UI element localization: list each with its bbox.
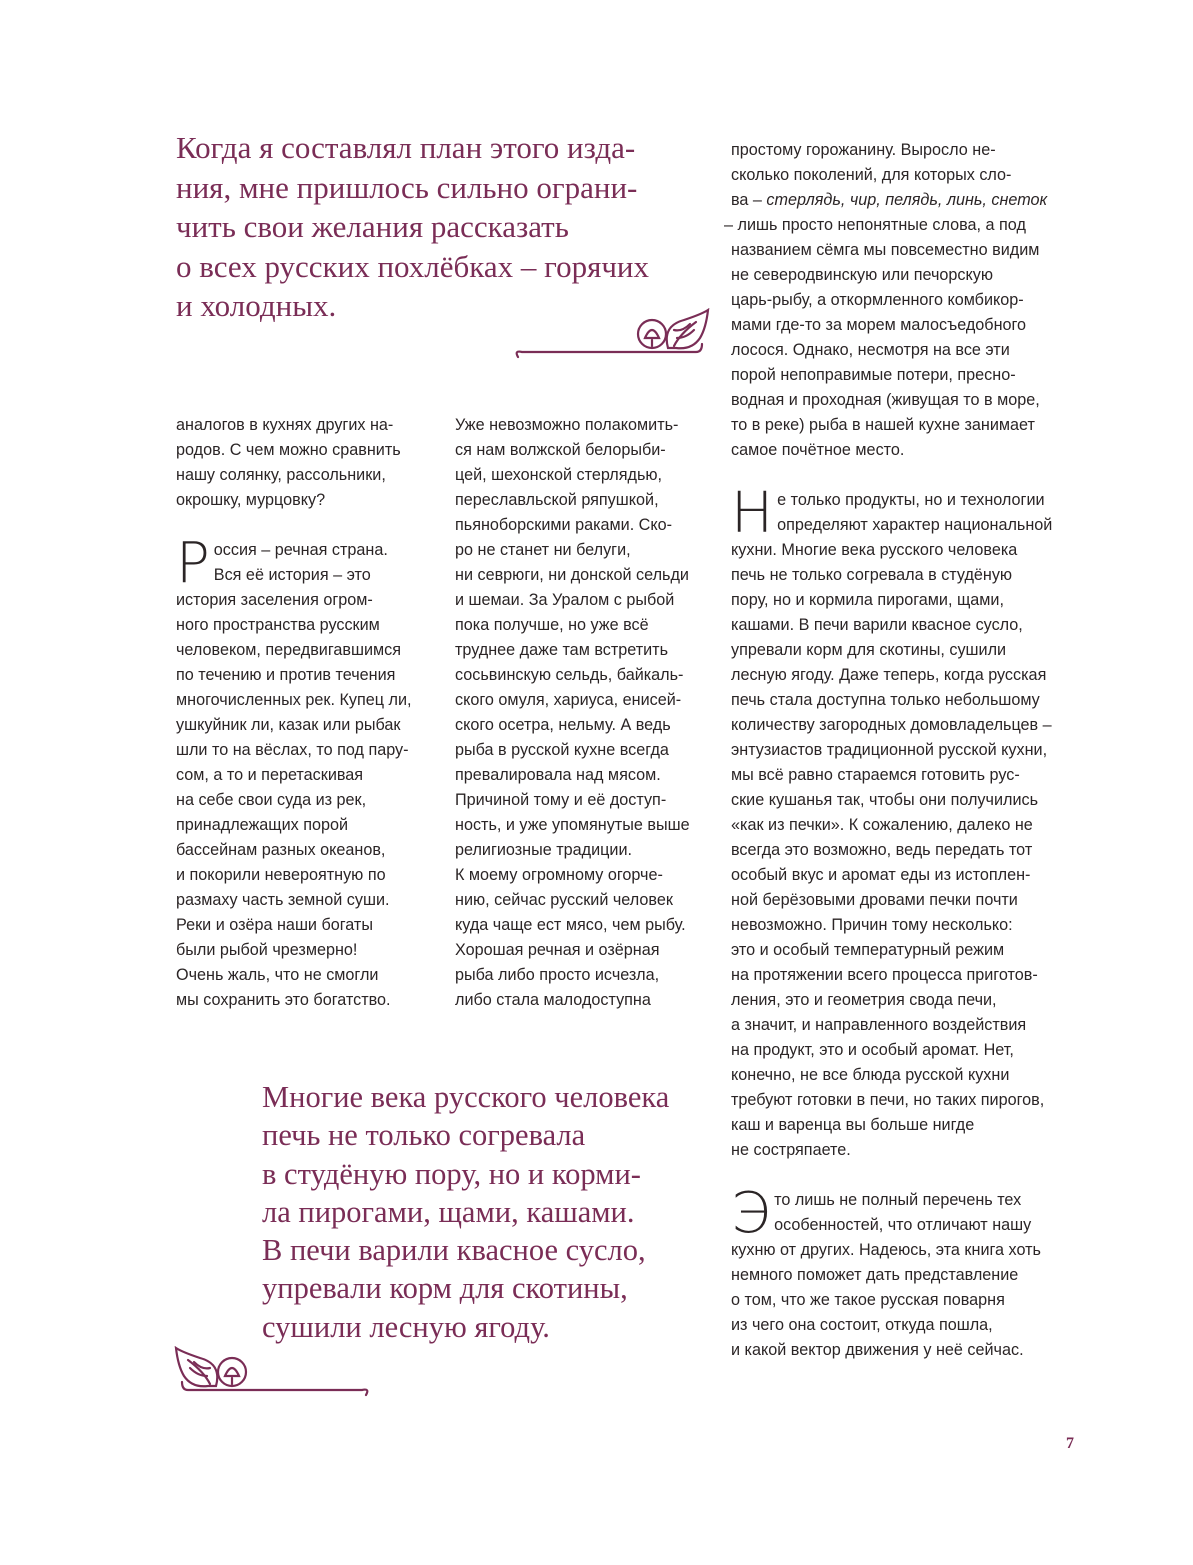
body-line: немного поможет дать представление	[731, 1266, 1019, 1284]
body-line: особенностей, что отличают нашу	[774, 1216, 1032, 1234]
body-line: шли то на вёслах, то под пару-	[176, 741, 409, 759]
body-line: упревали корм для скотины, сушили	[731, 641, 1007, 659]
body-line: Хорошая речная и озёрная	[455, 941, 660, 959]
quote-line: о всех русских похлёбках – горячих	[176, 248, 650, 284]
body-line: религиозные традиции.	[455, 841, 632, 859]
pull-quote-bottom	[262, 1078, 669, 1346]
body-line: рыба либо просто исчезла,	[455, 966, 660, 984]
body-line: мами где-то за морем малосъедобного	[731, 316, 1027, 334]
body-line: бассейнам разных океанов,	[176, 841, 386, 859]
body-line: энтузиастов традиционной русской кухни,	[731, 741, 1048, 759]
body-line: ского омуля, хариуса, енисей-	[455, 691, 682, 709]
body-line: пока получше, но уже всё	[455, 616, 649, 634]
body-line-text: ва –	[731, 191, 767, 209]
body-line: мы всё равно стараемся готовить рус-	[731, 766, 1020, 784]
body-line: пору, но и кормила пирогами, щами,	[731, 591, 1004, 609]
body-line: водная и проходная (живущая то в море,	[731, 391, 1040, 409]
quote-line: и холодных.	[176, 288, 337, 323]
body-line: на себе свои суда из рек,	[176, 791, 367, 809]
body-line: не северодвинскую или печорскую	[731, 266, 994, 284]
body-line: нашу солянку, рассольники,	[176, 466, 386, 484]
body-line: кухню от других. Надеюсь, эта книга хоть	[731, 1241, 1041, 1259]
body-line: конечно, не все блюда русской кухни	[731, 1066, 1010, 1084]
body-line: сколько поколений, для которых сло-	[731, 166, 1012, 184]
body-line: не состряпаете.	[731, 1141, 851, 1159]
body-line: порой непоправимые потери, пресно-	[731, 366, 1016, 384]
body-line: мы сохранить это богатство.	[176, 991, 391, 1009]
body-line: это и особый температурный режим	[731, 941, 1005, 959]
body-line: Вся её история – это	[213, 566, 371, 584]
body-line: е только продукты, но и технологии	[777, 491, 1045, 509]
body-line: каш и варенца вы больше нигде	[731, 1116, 975, 1134]
drop-cap: Э	[731, 1181, 771, 1246]
body-line: то лишь не полный перечень тех	[774, 1191, 1022, 1209]
body-line: из чего она состоит, откуда пошла,	[731, 1316, 993, 1334]
body-line: превалировала над мясом.	[455, 766, 661, 784]
body-line: – лишь просто непонятные слова, а под	[724, 216, 1026, 234]
body-line: К моему огромному огорче-	[455, 866, 663, 884]
body-line: кухни. Многие века русского человека	[731, 541, 1018, 559]
quote-line: чить свои желания рассказать	[176, 209, 569, 244]
body-line: пьяноборскими раками. Ско-	[455, 516, 673, 534]
body-line: ские кушанья так, чтобы они получились	[731, 791, 1039, 809]
quote-line: ния, мне пришлось сильно ограни-	[176, 169, 638, 205]
body-line: нию, сейчас русский человек	[455, 891, 673, 909]
text-column-left-russia	[176, 531, 412, 1013]
body-line: количеству загородных домовладельцев –	[731, 716, 1052, 734]
quote-line: в студёную пору, но и корми-	[262, 1156, 641, 1191]
body-line: и покорили невероятную по	[176, 866, 386, 884]
body-line: лесную ягоду. Даже теперь, когда русская	[731, 666, 1047, 684]
body-line	[731, 188, 1047, 213]
body-line: многочисленных рек. Купец ли,	[176, 691, 412, 709]
drop-cap: Р	[176, 531, 210, 596]
fish-names-italic: стерлядь, чир, пелядь, линь, снеток	[766, 191, 1048, 209]
body-line: Реки и озёра наши богаты	[176, 916, 373, 934]
body-line: печь стала доступна только небольшому	[731, 691, 1040, 709]
body-line: ни севрюги, ни донской сельди	[455, 566, 689, 584]
body-line: ро не станет ни белуги,	[455, 541, 631, 559]
body-line: ушкуйник ли, казак или рыбак	[176, 716, 401, 734]
body-line: окрошку, мурцовку?	[176, 491, 326, 509]
body-line: ления, это и геометрия свода печи,	[731, 991, 997, 1009]
floral-ornament-icon	[172, 1346, 372, 1402]
quote-line: Когда я составлял план этого изда-	[176, 130, 636, 165]
body-line: труднее даже там встретить	[455, 641, 669, 659]
body-line: история заселения огром-	[176, 591, 373, 609]
body-line: Очень жаль, что не смогли	[176, 966, 379, 984]
body-line: родов. С чем можно сравнить	[176, 441, 401, 459]
body-line: сосьвинскую сельдь, байкаль-	[455, 666, 684, 684]
body-line: ной берёзовыми дровами печки почти	[731, 891, 1018, 909]
body-line: куда чаще ест мясо, чем рыбу.	[455, 916, 686, 934]
floral-ornament-icon	[512, 308, 712, 364]
body-line: ского осетра, нельму. А ведь	[455, 716, 671, 734]
body-line: оссия – речная страна.	[213, 541, 388, 559]
text-column-right-technologies	[731, 481, 1053, 1163]
body-line: требуют готовки в печи, но таких пирогов,	[731, 1091, 1045, 1109]
body-line: Причиной тому и её доступ-	[455, 791, 667, 809]
quote-line: В печи варили квасное сусло,	[262, 1233, 646, 1268]
body-line: аналогов в кухнях других на-	[176, 416, 394, 434]
body-line: определяют характер национальной	[777, 516, 1053, 534]
body-line: рыба в русской кухне всегда	[455, 741, 669, 759]
body-line: всегда это возможно, ведь передать тот	[731, 841, 1033, 859]
body-line: то в реке) рыба в нашей кухне занимает	[731, 416, 1035, 434]
body-line: самое почётное место.	[731, 441, 905, 459]
body-line: особый вкус и аромат еды из истоплен-	[731, 866, 1031, 884]
body-line: на продукт, это и особый аромат. Нет,	[731, 1041, 1014, 1059]
body-line: и какой вектор движения у неё сейчас.	[731, 1341, 1024, 1359]
quote-line: печь не только согревала	[262, 1118, 586, 1153]
body-line: человеком, передвигавшимся	[176, 641, 402, 659]
body-line: кашами. В печи варили квасное сусло,	[731, 616, 1023, 634]
body-line: размаху часть земной суши.	[176, 891, 390, 909]
pull-quote-top	[176, 128, 649, 326]
body-line: по течению и против течения	[176, 666, 396, 684]
body-line: на протяжении всего процесса приготов-	[731, 966, 1038, 984]
body-line: сом, а то и перетаскивая	[176, 766, 364, 784]
body-line: простому горожанину. Выросло не-	[731, 141, 996, 159]
text-column-right-top	[724, 138, 1048, 463]
body-line: ся нам волжской белорыби-	[455, 441, 666, 459]
quote-line: Многие века русского человека	[262, 1080, 670, 1114]
body-line: ного пространства русским	[176, 616, 380, 634]
quote-line: упревали корм для скотины,	[262, 1271, 628, 1306]
page-number: 7	[1066, 1435, 1074, 1452]
drop-cap: Н	[731, 481, 774, 546]
body-line: печь не только согревала в студёную	[731, 566, 1013, 584]
body-line: переславльской ряпушкой,	[455, 491, 659, 509]
text-column-right-bottom	[731, 1181, 1041, 1363]
body-line: царь-рыбу, а откормленного комбикор-	[731, 291, 1024, 309]
quote-line: ла пирогами, щами, кашами.	[262, 1194, 635, 1229]
body-line: ность, и уже упомянутые выше	[455, 816, 690, 834]
body-line: и шемаи. За Уралом с рыбой	[455, 591, 675, 609]
body-line: лосося. Однако, несмотря на все эти	[731, 341, 1010, 359]
quote-line: сушили лесную ягоду.	[262, 1309, 550, 1344]
body-line: а значит, и направленного воздействия	[731, 1016, 1027, 1034]
text-column-middle	[455, 413, 690, 1013]
body-line: невозможно. Причин тому несколько:	[731, 916, 1013, 934]
body-line: о том, что же такое русская поварня	[731, 1291, 1005, 1309]
body-line: Уже невозможно полакомить-	[455, 416, 679, 434]
body-line: были рыбой чрезмерно!	[176, 941, 358, 959]
body-line: цей, шехонской стерлядью,	[455, 466, 663, 484]
text-column-left-top	[176, 413, 401, 513]
body-line: «как из печки». К сожалению, далеко не	[731, 816, 1033, 834]
body-line: принадлежащих порой	[176, 816, 349, 834]
body-line: либо стала малодоступна	[455, 991, 651, 1009]
body-line: названием сёмга мы повсеместно видим	[731, 241, 1040, 259]
